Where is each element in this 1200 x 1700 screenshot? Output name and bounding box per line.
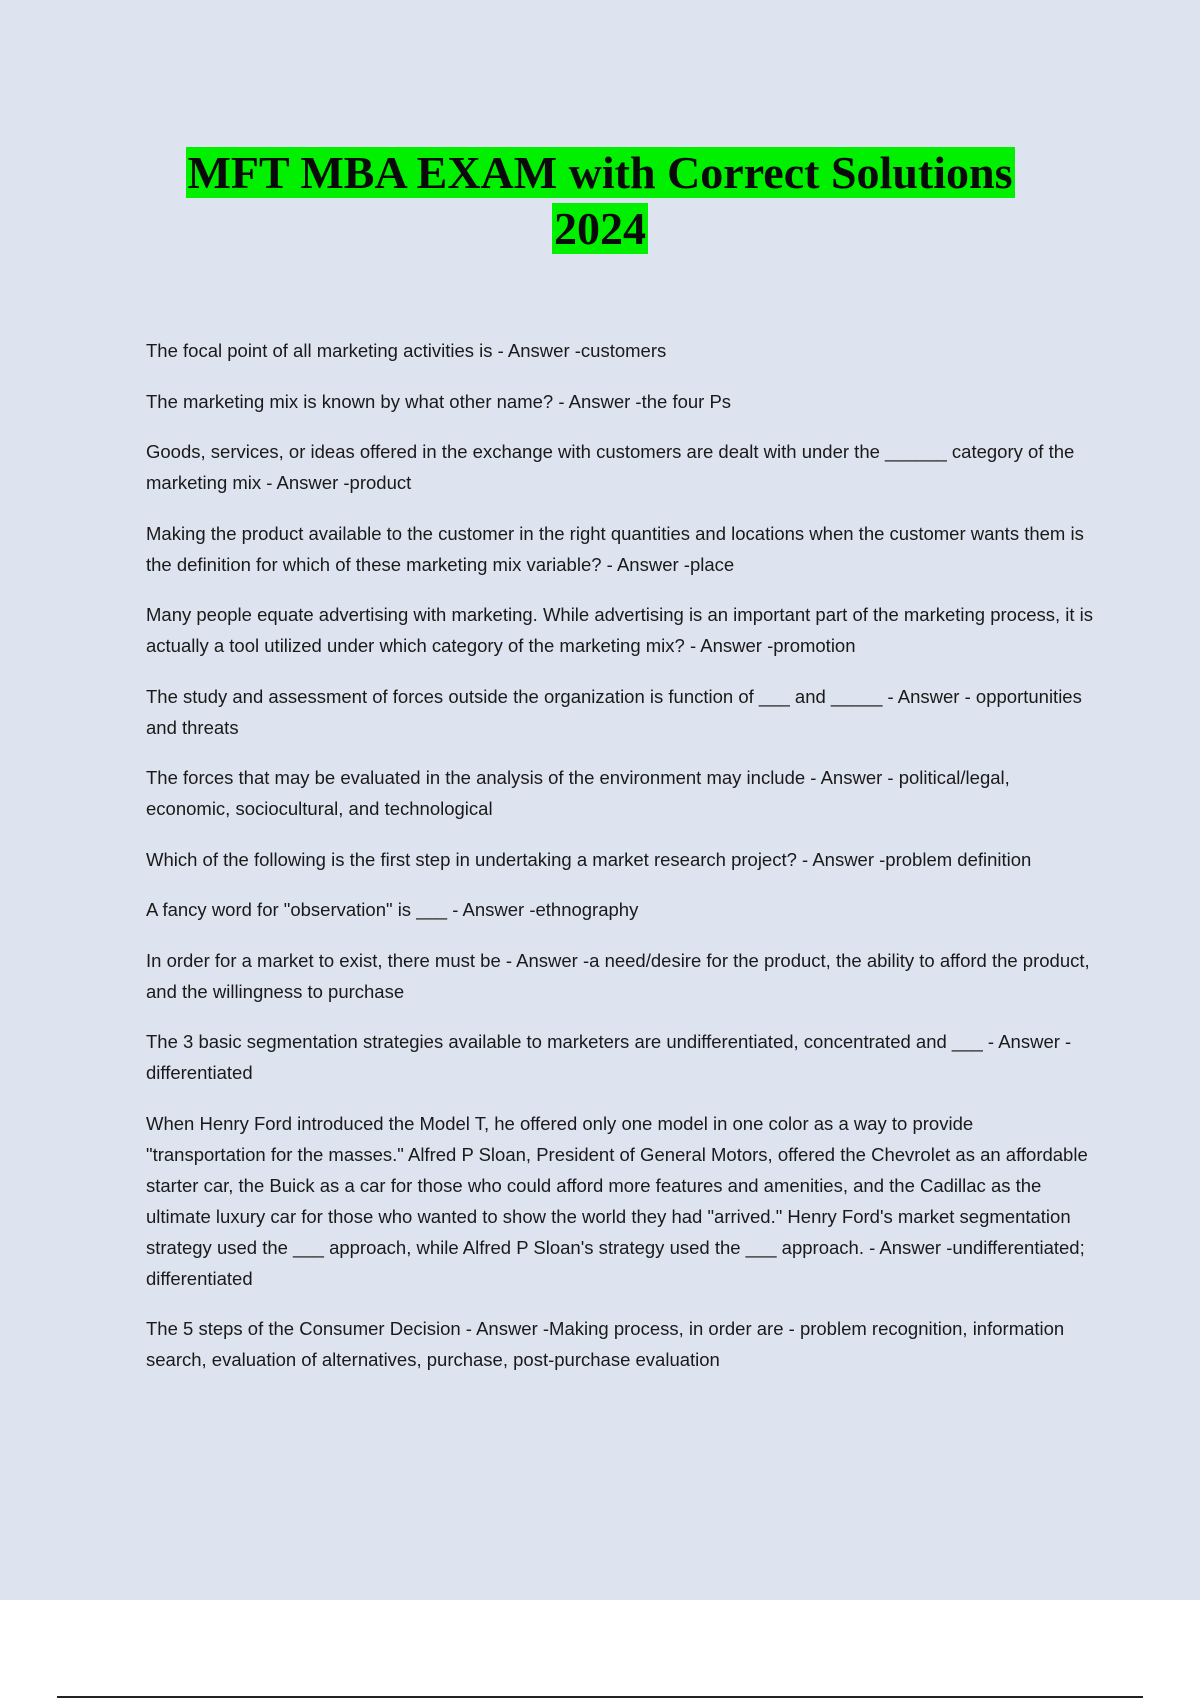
qa-item: The forces that may be evaluated in the analysis of the environment may include - Answer - political/legal, economic, sociocultural, and technological [146,767,1010,819]
title-line-1: MFT MBA EXAM with Correct Solutions [187,147,1013,198]
qa-item: The 3 basic segmentation strategies available to marketers are undifferentiated, concentrated and ___ - Answer -differentiated [146,1031,1072,1083]
qa-item: When Henry Ford introduced the Model T, he offered only one model in one color as a way to provide "transportation for the masses." Alfred P Sloan, President of General Motors, offered the Chevrolet as an affordable starter car, the Buick as a car for those who could afford more features and amenities, and the Cadillac as the ultimate luxury car for those who wanted to show the world they had "arrived." Henry Ford's market segmentation strategy used the ___ approach, while Alfred P Sloan's strategy used the ___ approach. - Answer -undifferentiated; differentiated [146,1112,1088,1289]
qa-item: A fancy word for "observation" is ___ - Answer -ethnography [146,899,639,920]
bottom-divider [57,1696,1143,1698]
page-title [120,145,1080,257]
qa-item: Making the product available to the customer in the right quantities and locations when the customer wants them is the definition for which of these marketing mix variable? - Answer -place [146,522,1084,575]
qa-item: Goods, services, or ideas offered in the exchange with customers are dealt with under the ______ category of the marketing mix - Answer -product [146,441,1075,493]
title-block [120,145,1080,257]
title-line-2: 2024 [554,203,646,254]
qa-item: Which of the following is the first step in undertaking a market research project? - Answer -problem definition [146,848,1032,870]
qa-item: The focal point of all marketing activities is - Answer -customers [146,340,667,361]
qa-list [146,335,1096,1395]
qa-item: Many people equate advertising with marketing. While advertising is an important part of the marketing process, it is actually a tool utilized under which category of the marketing mix? - Answer -promotion [146,604,1094,656]
qa-item: In order for a market to exist, there must be - Answer -a need/desire for the product, the ability to afford the product, and the willingness to purchase [146,949,1090,1002]
qa-item: The marketing mix is known by what other name? - Answer -the four Ps [146,390,732,412]
qa-item: The study and assessment of forces outside the organization is function of ___ and _____ - Answer - opportunities and threats [146,685,1082,738]
qa-item: The 5 steps of the Consumer Decision - Answer -Making process, in order are - problem recognition, information search, evaluation of alternatives, purchase, post-purchase evaluation [146,1318,1065,1370]
